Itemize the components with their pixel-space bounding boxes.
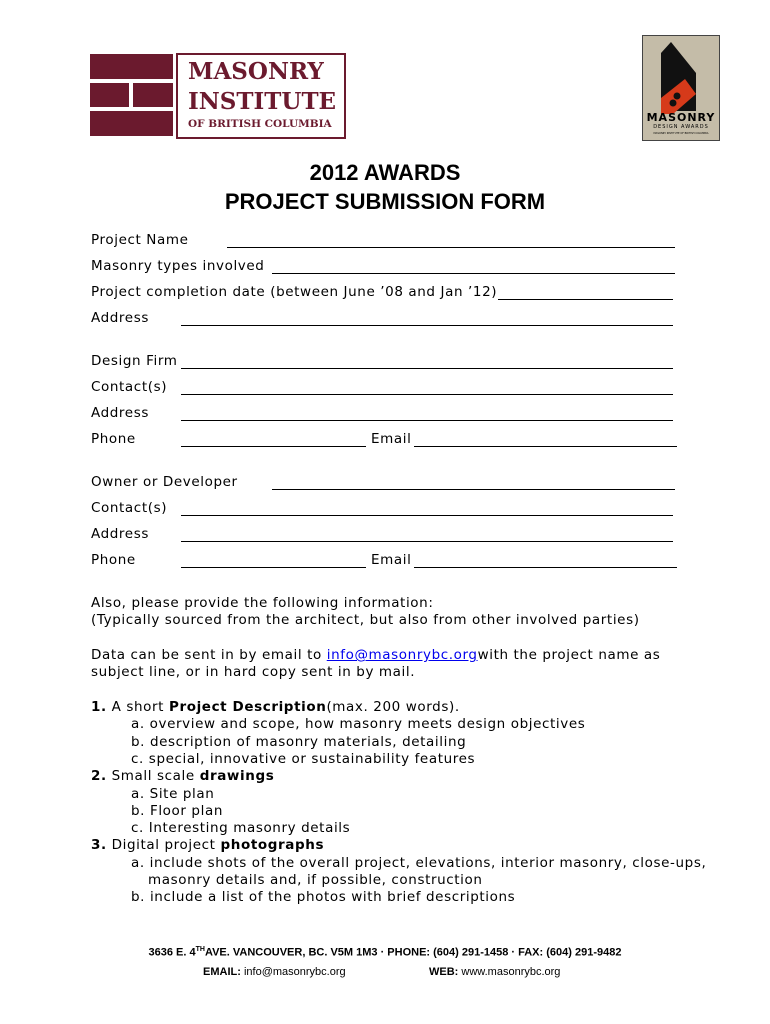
- label-firm-phone: Phone: [91, 431, 136, 447]
- label-project-address: Address: [91, 310, 149, 326]
- label-owner-email: Email: [371, 552, 412, 568]
- list-subitem: masonry details and, if possible, construction: [148, 872, 483, 888]
- info-line-2: (Typically sourced from the architect, but also from other involved parties): [91, 612, 640, 628]
- firm-contacts-field[interactable]: [181, 380, 673, 395]
- list-item: 3. Digital project photographs: [91, 837, 325, 854]
- project-address-field[interactable]: [181, 311, 673, 326]
- label-design-firm: Design Firm: [91, 353, 178, 369]
- list-subitem: a. include shots of the overall project, elevations, interior masonry, close-ups,: [131, 854, 707, 871]
- title-line-2: PROJECT SUBMISSION FORM: [224, 189, 546, 214]
- list-subitem: a. Site plan: [131, 785, 215, 802]
- label-firm-contacts: Contact(s): [91, 379, 168, 395]
- data-instructions-2: subject line, or in hard copy sent in by mail.: [91, 664, 416, 680]
- data-text: Data can be sent in by email to: [91, 647, 327, 663]
- data-text-post: with the project name as: [477, 647, 661, 663]
- owner-email-field[interactable]: [414, 553, 677, 568]
- label-firm-email: Email: [371, 431, 412, 447]
- label-completion-date: Project completion date (between June ’08 and Jan ’12): [91, 284, 498, 300]
- list-subitem: c. Interesting masonry details: [131, 820, 351, 837]
- list-subitem: c. special, innovative or sustainability features: [131, 750, 476, 767]
- completion-date-field[interactable]: [498, 285, 673, 300]
- firm-address-field[interactable]: [181, 406, 673, 421]
- data-instructions: [91, 647, 660, 664]
- title-line-1: 2012 AWARDS: [309, 160, 461, 185]
- footer-email: EMAIL: info@masonrybc.org: [203, 966, 346, 978]
- label-owner-phone: Phone: [91, 552, 136, 568]
- owner-contacts-field[interactable]: [181, 501, 673, 516]
- label-owner-contacts: Contact(s): [91, 500, 168, 516]
- footer-address: 3636 E. 4THAVE. VANCOUVER, BC. V5M 1M3 · PHONE: (604) 291-1458 · FAX: (604) 291-9482: [148, 946, 622, 959]
- label-owner: Owner or Developer: [91, 474, 238, 490]
- footer-web: WEB: www.masonrybc.org: [429, 966, 561, 978]
- design-firm-field[interactable]: [181, 354, 673, 369]
- label-owner-address: Address: [91, 526, 149, 542]
- list-subitem: b. Floor plan: [131, 802, 223, 819]
- label-project-name: Project Name: [91, 232, 189, 248]
- list-subitem: b. description of masonry materials, detailing: [131, 733, 467, 750]
- owner-phone-field[interactable]: [181, 553, 366, 568]
- label-firm-address: Address: [91, 405, 149, 421]
- firm-email-field[interactable]: [414, 432, 677, 447]
- list-subitem: a. overview and scope, how masonry meets design objectives: [131, 716, 586, 733]
- firm-phone-field[interactable]: [181, 432, 366, 447]
- label-masonry-types: Masonry types involved: [91, 258, 265, 274]
- logo-text-1: MASONRY: [188, 58, 324, 85]
- list-item: 1. A short Project Description(max. 200 words).: [91, 699, 460, 715]
- design-awards-logo: [642, 35, 720, 141]
- project-name-field[interactable]: [227, 233, 675, 248]
- logo-text-2: INSTITUTE: [188, 88, 337, 115]
- logo-design-awards: DESIGN AWARDS: [653, 124, 709, 130]
- list-item: 2. Small scale drawings: [91, 768, 275, 785]
- owner-field[interactable]: [272, 475, 675, 490]
- info-line-1: Also, please provide the following information:: [91, 595, 434, 611]
- owner-address-field[interactable]: [181, 527, 673, 542]
- list-subitem: b. include a list of the photos with brief descriptions: [131, 889, 516, 906]
- masonry-types-field[interactable]: [272, 259, 675, 274]
- logo-text-3: OF BRITISH COLUMBIA: [188, 118, 332, 130]
- email-link[interactable]: info@masonrybc.org: [326, 647, 478, 663]
- logo-masonry: MASONRY: [646, 111, 716, 124]
- logo-institute: MASONRY INSTITUTE OF BRITISH COLUMBIA: [653, 132, 709, 135]
